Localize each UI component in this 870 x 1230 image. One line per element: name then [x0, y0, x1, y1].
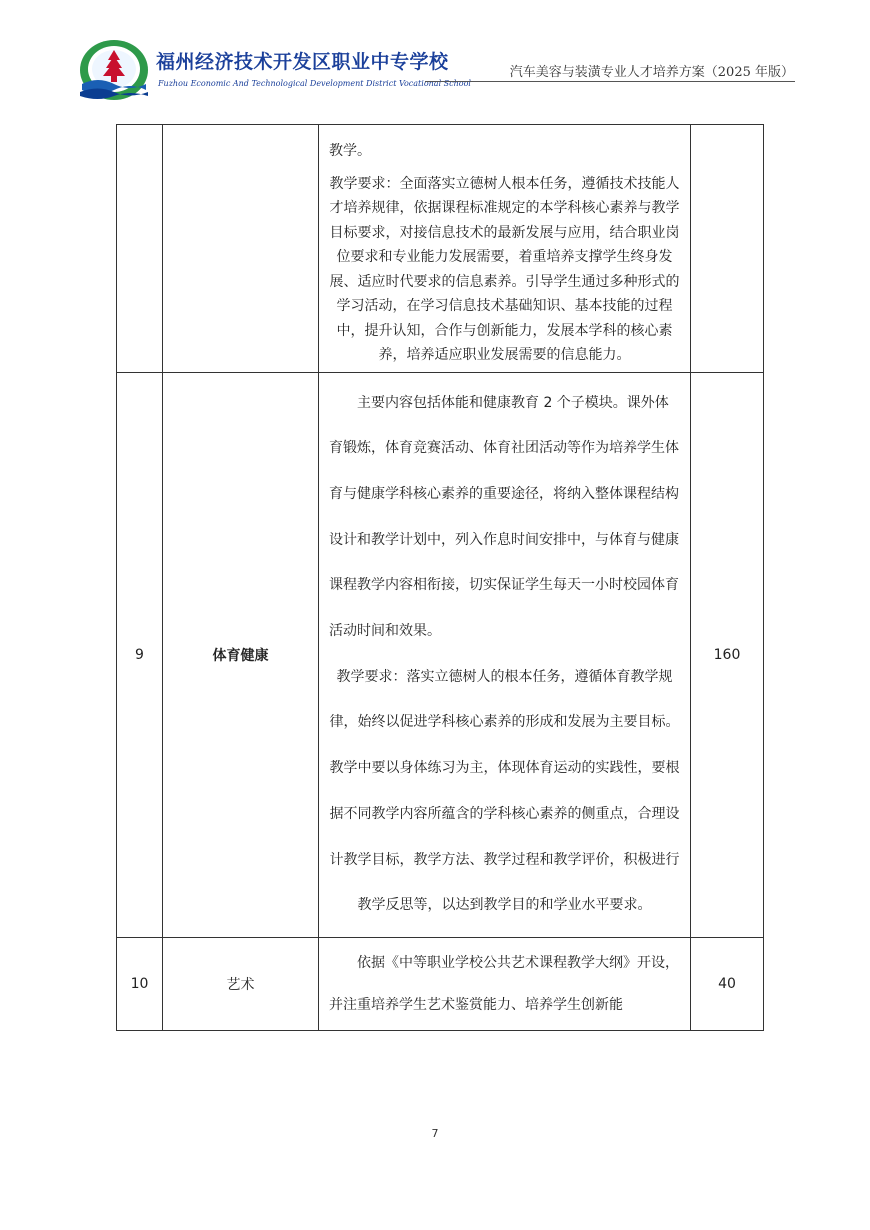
course-hours: [691, 125, 764, 373]
course-table: [116, 124, 764, 1031]
course-number: 10: [117, 937, 163, 1030]
description-paragraph: 教学。: [329, 143, 371, 159]
school-name-cn: 福州经济技术开发区职业中专学校: [156, 51, 449, 73]
document-title: 汽车美容与装潢专业人才培养方案（2025 年版）: [509, 65, 794, 80]
description-paragraph: 教学要求：全面落实立德树人根本任务，遵循技术技能人才培养规律，依据课程标准规定的本学科核心素养与教学目标要求，对接信息技术的最新发展与应用，结合职业岗位要求和专业能力发展需要，着重培养支撑学生终身发展、适应时代要求的信息素养。引导学生通过多种形式的学习活动，在学习信息技术基础知识、基本技能的过程中，提升认知，合作与创新能力，发展本学科的核心素养，培养适应职业发展需要的信息能力。: [329, 175, 680, 363]
course-hours: 160: [691, 372, 764, 937]
school-emblem-icon: [78, 38, 150, 102]
course-name: [163, 125, 319, 373]
course-number: 9: [117, 372, 163, 937]
course-name: 体育健康: [163, 372, 319, 937]
course-number: [117, 125, 163, 373]
description-paragraph: 教学要求：落实立德树人的根本任务，遵循体育教学规律，始终以促进学科核心素养的形成和发展为主要目标。教学中要以身体练习为主，体现体育运动的实践性，要根据不同教学内容所蕴含的学科核心素养的侧重点，合理设计教学目标，教学方法、教学过程和教学评价，积极进行教学反思等，以达到教学目的和学业水平要求。: [329, 668, 680, 914]
table-row: [117, 125, 764, 373]
course-description: [319, 125, 691, 373]
course-description: [319, 372, 691, 937]
page-number: 7: [431, 1127, 439, 1140]
course-description: [319, 937, 691, 1030]
page-header: [0, 0, 870, 110]
school-name-en: Fuzhou Economic And Technological Development District Vocational School: [158, 79, 471, 88]
course-name: 艺术: [163, 937, 319, 1030]
description-paragraph: 主要内容包括体能和健康教育 2 个子模块。课外体育锻炼，体育竞赛活动、体育社团活动等作为培养学生体育与健康学科核心素养的重要途径，将纳入整体课程结构设计和教学计划中，列入作息时间安排中，与体育与健康课程教学内容相衔接，切实保证学生每天一小时校园体育活动时间和效果。: [329, 394, 679, 640]
course-hours: 40: [691, 937, 764, 1030]
table-row: [117, 372, 764, 937]
description-paragraph: 依据《中等职业学校公共艺术课程教学大纲》开设，并注重培养学生艺术鉴赏能力、培养学生创新能: [329, 954, 679, 1013]
table-row: [117, 937, 764, 1030]
header-divider: [425, 81, 795, 82]
